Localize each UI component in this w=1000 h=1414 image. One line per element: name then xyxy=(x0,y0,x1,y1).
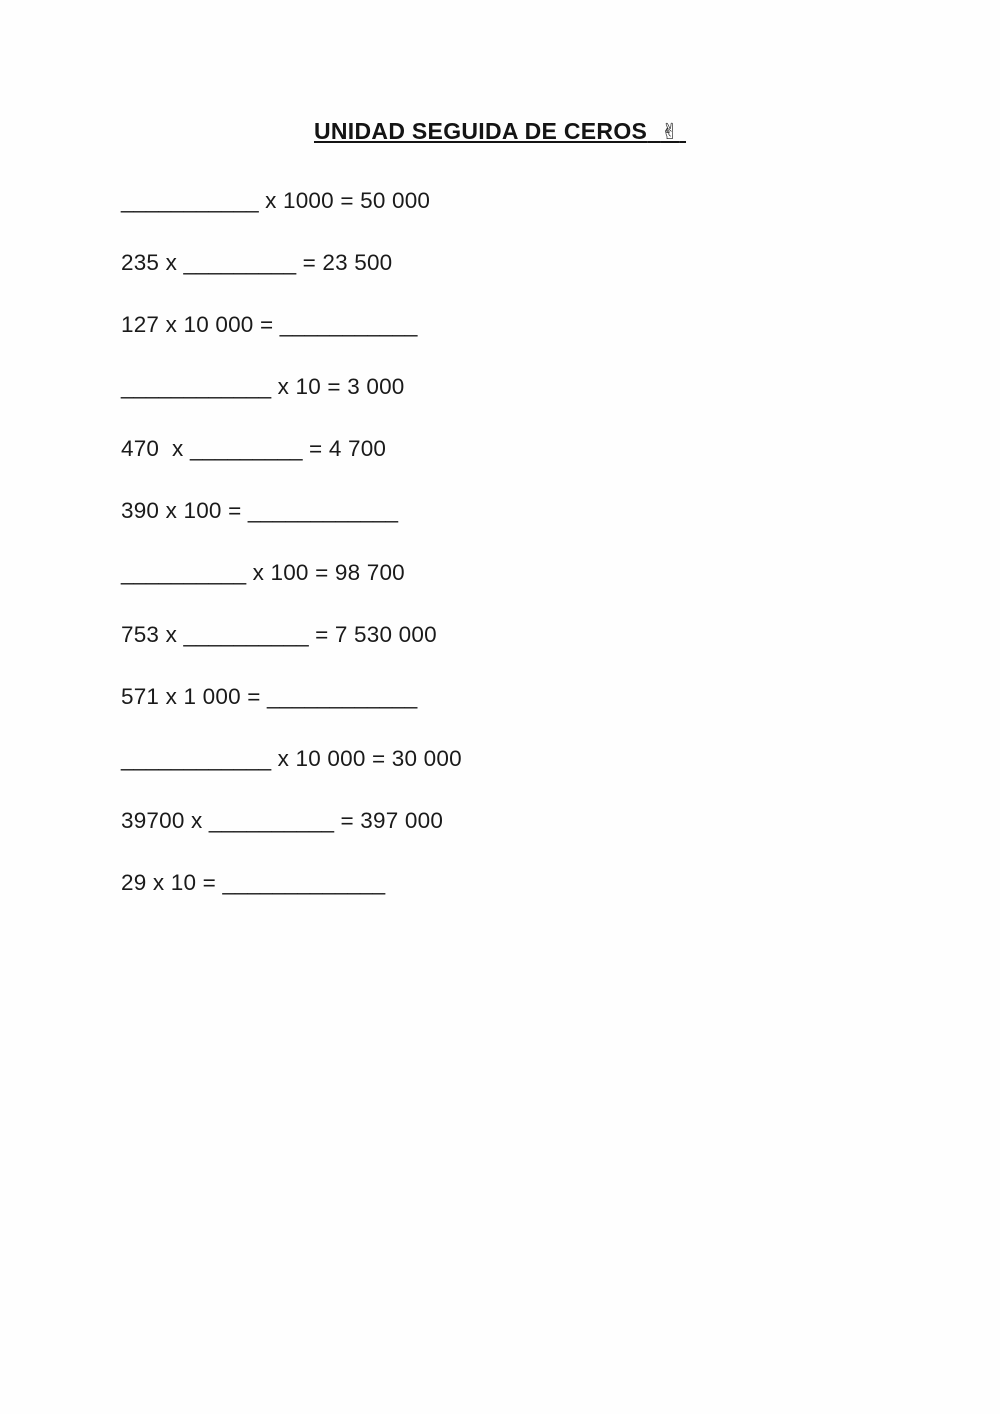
exercise-list xyxy=(121,187,1000,897)
answer-blank[interactable]: ____________ xyxy=(121,374,272,399)
worksheet-title xyxy=(0,0,1000,146)
exercise-text: 571 x 1 000 = xyxy=(121,684,268,709)
exercise-text: = 4 700 xyxy=(302,436,387,461)
exercise-line-11 xyxy=(121,807,1000,835)
answer-blank[interactable]: __________ xyxy=(121,560,247,585)
exercise-text: 29 x 10 = xyxy=(121,870,223,895)
exercise-line-12 xyxy=(121,869,1000,897)
exercise-line-2 xyxy=(121,249,1000,277)
answer-blank[interactable]: __________ xyxy=(183,622,309,647)
exercise-text: 753 x xyxy=(121,622,184,647)
exercise-line-7 xyxy=(121,559,1000,587)
title-text: UNIDAD SEGUIDA DE CEROS xyxy=(313,118,648,144)
exercise-line-10 xyxy=(121,745,1000,773)
exercise-text: x 10 = 3 000 xyxy=(271,374,405,399)
exercise-text: = 23 500 xyxy=(296,250,393,275)
exercise-text: 470 x xyxy=(121,436,190,461)
exercise-text: 390 x 100 = xyxy=(121,498,248,523)
exercise-text: = 397 000 xyxy=(334,808,444,833)
exercise-text: x 10 000 = 30 000 xyxy=(271,746,462,771)
exercise-line-3 xyxy=(121,311,1000,339)
exercise-text: = 7 530 000 xyxy=(308,622,437,647)
exercise-line-8 xyxy=(121,621,1000,649)
answer-blank[interactable]: _________ xyxy=(189,436,303,461)
answer-blank[interactable]: _____________ xyxy=(222,870,386,895)
exercise-text: x 1000 = 50 000 xyxy=(258,188,431,213)
answer-blank[interactable]: ____________ xyxy=(121,746,272,771)
answer-blank[interactable]: ___________ xyxy=(279,312,418,337)
exercise-text: 235 x xyxy=(121,250,184,275)
exercise-text: x 100 = 98 700 xyxy=(246,560,405,585)
answer-blank[interactable]: _________ xyxy=(183,250,297,275)
exercise-line-6 xyxy=(121,497,1000,525)
answer-blank[interactable]: __________ xyxy=(208,808,335,833)
exercise-line-5 xyxy=(121,435,1000,463)
exercise-line-4 xyxy=(121,373,1000,401)
victory-hand-icon: ✌ xyxy=(660,119,680,144)
exercise-line-1 xyxy=(121,187,1000,215)
answer-blank[interactable]: ___________ xyxy=(121,188,259,213)
exercise-text: 39700 x xyxy=(121,808,209,833)
answer-blank[interactable]: ____________ xyxy=(247,498,399,523)
answer-blank[interactable]: ____________ xyxy=(267,684,418,709)
exercise-line-9 xyxy=(121,683,1000,711)
exercise-text: 127 x 10 000 = xyxy=(121,312,280,337)
